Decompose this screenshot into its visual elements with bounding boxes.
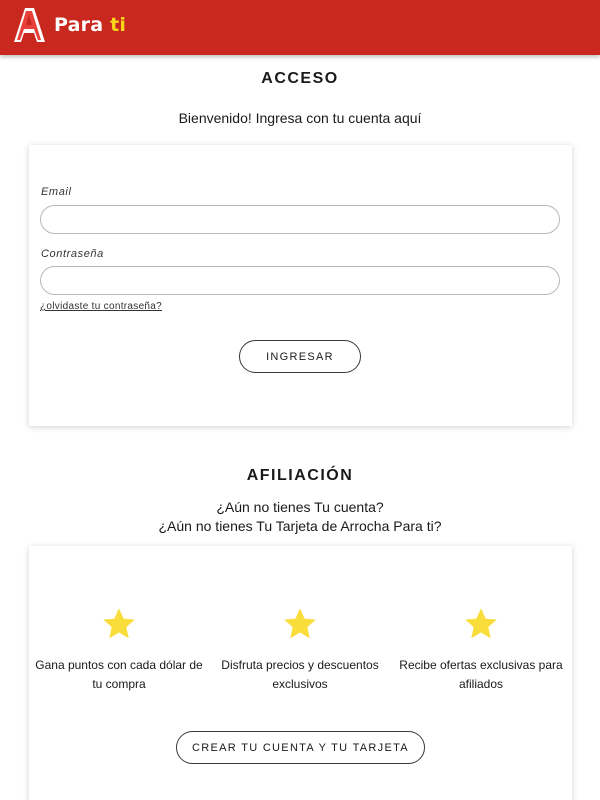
affiliation-title: AFILIACIÓN [246, 467, 354, 484]
brand-accent: ti [110, 14, 127, 36]
affiliation-subtitle [0, 498, 600, 536]
benefit-text: Recibe ofertas exclusivas para afiliados [399, 658, 563, 691]
login-title: ACCESO [261, 70, 339, 87]
forgot-password-link[interactable]: ¿olvidaste tu contraseña? [40, 301, 163, 312]
login-button[interactable]: INGRESAR [239, 340, 361, 373]
benefits-card [29, 546, 572, 800]
login-subtitle: Bienvenido! Ingresa con tu cuenta aquí [178, 110, 422, 126]
login-card [29, 145, 572, 426]
create-account-button[interactable]: CREAR TU CUENTA Y TU TARJETA [176, 731, 425, 764]
star-icon [463, 606, 499, 642]
arrocha-logo-icon[interactable] [10, 6, 48, 44]
affiliation-subtitle-line2: ¿Aún no tienes Tu Tarjeta de Arrocha Para ti? [158, 518, 442, 534]
benefit-points [29, 606, 209, 694]
password-label: Contraseña [41, 248, 104, 260]
star-icon [282, 606, 318, 642]
benefit-offers [391, 606, 571, 694]
password-field[interactable] [40, 266, 560, 295]
benefit-discounts [210, 606, 390, 694]
benefit-text: Gana puntos con cada dólar de tu compra [35, 658, 203, 691]
brand-wordmark[interactable] [54, 14, 126, 36]
star-icon [101, 606, 137, 642]
top-header [0, 0, 600, 55]
affiliation-subtitle-line1: ¿Aún no tienes Tu cuenta? [216, 499, 384, 515]
email-label: Email [41, 186, 72, 198]
email-field[interactable] [40, 205, 560, 234]
brand-prefix: Para [54, 14, 104, 36]
benefit-text: Disfruta precios y descuentos exclusivos [221, 658, 379, 691]
